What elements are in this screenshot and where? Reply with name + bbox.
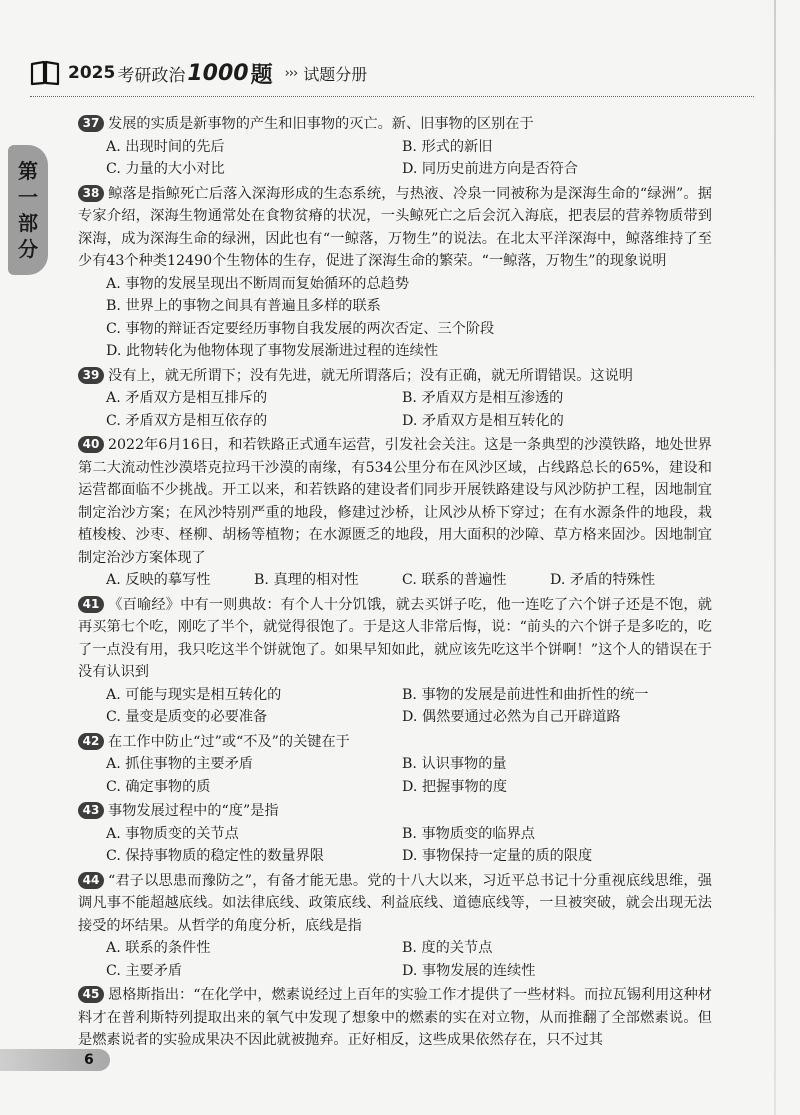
question-number-badge: 37 bbox=[78, 115, 104, 132]
options bbox=[78, 387, 712, 432]
open-book-icon bbox=[30, 60, 60, 86]
question-number-badge: 39 bbox=[78, 367, 104, 384]
page-gutter-shadow bbox=[774, 0, 776, 1115]
question-44 bbox=[78, 870, 712, 983]
question-stem bbox=[78, 984, 712, 1052]
question-41 bbox=[78, 594, 712, 729]
option-d: D. 矛盾双方是相互转化的 bbox=[402, 412, 564, 429]
header-number: 1000 bbox=[187, 60, 249, 86]
question-number-badge: 43 bbox=[78, 802, 104, 819]
question-40 bbox=[78, 434, 712, 592]
question-text: 发展的实质是新事物的产生和旧事物的灭亡。新、旧事物的区别在于 bbox=[108, 116, 534, 132]
option-b: B. 事物质变的临界点 bbox=[402, 825, 535, 842]
question-text: “君子以思患而豫防之”，有备才能无患。党的十八大以来，习近平总书记十分重视底线思维，强调凡事不能超越底线。如法律底线、政策底线、利益底线、道德底线等，一旦被突破，就会出现无法接受的坏结果。从哲学的角度分析，底线是指 bbox=[78, 872, 712, 934]
options bbox=[78, 569, 712, 592]
option-c: C. 联系的普遍性 bbox=[402, 572, 507, 588]
question-37 bbox=[78, 113, 712, 181]
options bbox=[78, 273, 712, 363]
question-text: 《百喻经》中有一则典故：有个人十分饥饿，就去买饼子吃，他一连吃了六个饼子还是不饱，就再买第七个吃，刚吃了半个，就觉得很饱了。于是这人非常后悔，说：“前头的六个饼子是多吃的，吃了一点没有用，我只吃这半个饼就饱了。如果早知如此，就应该先吃这半个饼啊！”这个人的错误在于没有认识到 bbox=[78, 596, 712, 680]
option-d: D. 同历史前进方向是否符合 bbox=[402, 161, 578, 177]
option-c: C. 确定事物的质 bbox=[106, 778, 211, 795]
option-a: A. 事物的发展呈现出不断周而复始循环的总趋势 bbox=[106, 275, 410, 292]
question-text: 事物发展过程中的“度”是指 bbox=[108, 803, 279, 819]
question-text: 在工作中防止“过”或“不及”的关键在于 bbox=[108, 733, 350, 750]
option-b: B. 事物的发展是前进性和曲折性的统一 bbox=[402, 686, 649, 703]
option-c: C. 事物的辩证否定要经历事物自我发展的两次否定、三个阶段 bbox=[106, 320, 495, 337]
option-b: B. 认识事物的量 bbox=[402, 756, 507, 772]
option-a: A. 可能与现实是相互转化的 bbox=[106, 686, 282, 703]
option-d: D. 事物保持一定量的质的限度 bbox=[402, 848, 593, 864]
question-number-badge: 38 bbox=[78, 185, 104, 202]
question-stem bbox=[78, 594, 712, 684]
options bbox=[78, 753, 712, 798]
question-42 bbox=[78, 731, 712, 799]
option-d: D. 矛盾的特殊性 bbox=[550, 572, 656, 588]
side-tab-char: 第 bbox=[18, 159, 38, 183]
options bbox=[78, 823, 712, 868]
side-tab-char: 一 bbox=[18, 185, 38, 209]
options bbox=[78, 136, 712, 181]
header-divider bbox=[30, 96, 754, 97]
question-text: 2022年6月16日，和若铁路正式通车运营，引发社会关注。这是一条典型的沙漠铁路，地处世界第二大流动性沙漠塔克拉玛干沙漠的南缘，有534公里分布在风沙区域，占线路总长的65%，建设和运营都面临不少挑战。开工以来，和若铁路的建设者们同步开展铁路建设与风沙防护工程，因地制宜制定治沙方案；在风沙特别严重的地段，修建过沙桥，让风沙从桥下穿过；在有水源条件的地段，栽植梭梭、沙枣、柽柳、胡杨等植物；在水源匮乏的地段，用大面积的沙障、草方格来固沙。因地制宜制定治沙方案体现了 bbox=[78, 437, 712, 566]
option-c: C. 保持事物质的稳定性的数量界限 bbox=[106, 848, 324, 864]
option-a: A. 反映的摹写性 bbox=[106, 572, 211, 588]
question-number-badge: 45 bbox=[78, 986, 104, 1003]
option-b: B. 度的关节点 bbox=[402, 940, 493, 956]
question-list bbox=[78, 113, 712, 1054]
question-45 bbox=[78, 984, 712, 1052]
question-text: 没有上，就无所谓下；没有先进，就无所谓落后；没有正确，就无所谓错误。这说明 bbox=[108, 367, 633, 384]
question-stem bbox=[78, 365, 712, 388]
option-a: A. 联系的条件性 bbox=[106, 940, 211, 956]
question-number-badge: 44 bbox=[78, 872, 104, 889]
options bbox=[78, 684, 712, 729]
question-43 bbox=[78, 800, 712, 868]
question-stem bbox=[78, 800, 712, 823]
option-a: A. 抓住事物的主要矛盾 bbox=[106, 756, 253, 772]
section-side-tab bbox=[8, 145, 48, 275]
option-c: C. 主要矛盾 bbox=[106, 962, 183, 979]
header-subject: 考研政治 bbox=[117, 65, 186, 86]
question-stem bbox=[78, 113, 712, 136]
question-39 bbox=[78, 365, 712, 433]
option-a: A. 矛盾双方是相互排斥的 bbox=[106, 390, 268, 406]
option-a: A. 出现时间的先后 bbox=[106, 138, 225, 155]
option-a: A. 事物质变的关节点 bbox=[106, 825, 239, 842]
question-number-badge: 40 bbox=[78, 436, 104, 453]
option-b: B. 矛盾双方是相互渗透的 bbox=[402, 390, 564, 406]
question-text: 恩格斯指出：“在化学中，燃素说经过上百年的实验工作才提供了一些材料。而拉瓦锡利用这种材料才在普利斯特列提取出来的氧气中发现了想象中的燃素的实在对立物，从而推翻了全部燃素说。但是燃素说者的实验成果决不因此就被抛弃。正好相反，这些成果依然存在，只不过其 bbox=[78, 987, 712, 1048]
header-year: 2025 bbox=[68, 63, 116, 83]
chevrons-icon: ››› bbox=[284, 65, 298, 81]
option-d: D. 把握事物的度 bbox=[402, 778, 508, 795]
question-stem bbox=[78, 870, 712, 938]
question-number-badge: 41 bbox=[78, 596, 104, 613]
question-text: 鲸落是指鲸死亡后落入深海形成的生态系统，与热液、冷泉一同被称为是深海生命的“绿洲”。据专家介绍，深海生物通常处在食物贫瘠的状况，一头鲸死亡之后会沉入海底，把表层的营养物质带到深海，成为深海生命的绿洲，因此也有“一鲸落，万物生”的说法。在北太平洋深海中，鲸落维持了至少有43个种类12490个生物体的生存，促进了深海生命的繁荣。“一鲸落，万物生”的现象说明 bbox=[78, 185, 712, 269]
option-d: D. 偶然要通过必然为自己开辟道路 bbox=[402, 709, 621, 725]
option-c: C. 矛盾双方是相互依存的 bbox=[106, 412, 268, 429]
page-number: 6 bbox=[84, 1052, 94, 1068]
question-number-badge: 42 bbox=[78, 733, 104, 750]
question-stem bbox=[78, 183, 712, 273]
side-tab-char: 部 bbox=[18, 211, 38, 235]
options bbox=[78, 937, 712, 982]
option-b: B. 真理的相对性 bbox=[254, 572, 359, 588]
option-c: C. 力量的大小对比 bbox=[106, 161, 225, 177]
option-c: C. 量变是质变的必要准备 bbox=[106, 709, 268, 725]
question-stem bbox=[78, 731, 712, 754]
page-header bbox=[30, 58, 367, 88]
option-b: B. 世界上的事物之间具有普遍且多样的联系 bbox=[106, 298, 381, 314]
header-ti: 题 bbox=[250, 62, 273, 88]
side-tab-char: 分 bbox=[18, 237, 38, 261]
question-stem bbox=[78, 434, 712, 569]
question-38 bbox=[78, 183, 712, 363]
option-b: B. 形式的新旧 bbox=[402, 138, 493, 155]
header-volume: 试题分册 bbox=[303, 64, 368, 84]
option-d: D. 事物发展的连续性 bbox=[402, 962, 536, 979]
option-d: D. 此物转化为他物体现了事物发展渐进过程的连续性 bbox=[106, 343, 439, 359]
